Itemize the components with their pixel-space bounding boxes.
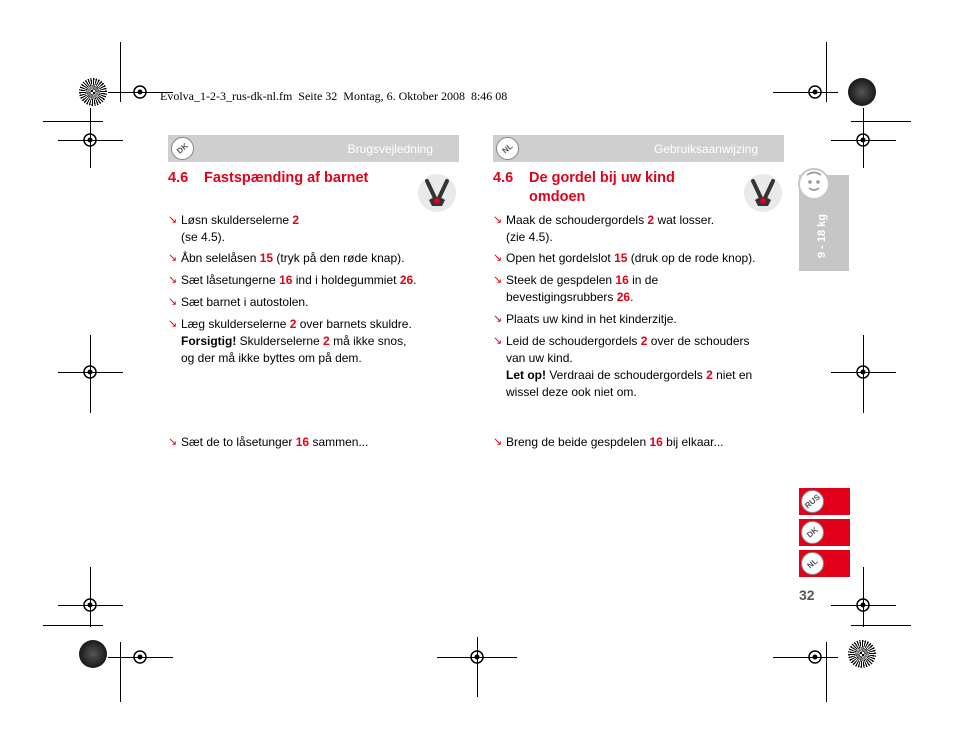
section-heading: Fastspænding af barnet — [204, 170, 369, 186]
registration-mark-icon — [852, 129, 874, 151]
instruction-item: ↘ Løsn skulderselerne 2 (se 4.5). — [168, 213, 300, 244]
crop-line — [43, 625, 103, 626]
grey-target-icon — [79, 640, 107, 668]
child-harness-icon — [744, 174, 782, 212]
registration-mark-icon — [129, 646, 151, 668]
tab-nl[interactable] — [799, 550, 850, 577]
language-header-bar — [493, 135, 784, 162]
registration-mark-icon — [804, 81, 826, 103]
crop-line — [120, 42, 121, 102]
header-title: Gebruiksaanwijzing — [653, 142, 758, 156]
instruction-item: ↘ Steek de gespdelen 16 in de bevestigingsrubbers 26. — [493, 273, 659, 304]
starburst-target-icon — [79, 78, 107, 106]
arrow-icon: ↘ — [493, 214, 503, 226]
starburst-target-icon — [848, 640, 876, 668]
arrow-icon: ↘ — [493, 252, 503, 264]
crop-line — [826, 642, 827, 702]
arrow-icon: ↘ — [168, 318, 178, 330]
registration-mark-icon — [79, 361, 101, 383]
arrow-icon: ↘ — [493, 335, 503, 347]
weight-range-label: 9 - 18 kg — [816, 213, 828, 258]
lang-badge: DK — [166, 132, 198, 164]
section-title — [493, 169, 675, 207]
arrow-icon: ↘ — [493, 313, 503, 325]
baby-face-icon — [797, 167, 831, 201]
warning-label: Let op! — [506, 368, 546, 382]
warning-label: Forsigtig! — [181, 334, 237, 348]
crop-line — [851, 625, 911, 626]
instruction-item: ↘ Læg skulderselerne 2 over barnets skuldre. Forsigtig! Skulderselerne 2 må ikke snos, og der må ikke byttes om på dem. — [168, 317, 412, 365]
arrow-icon: ↘ — [168, 274, 178, 286]
lang-badge: RUS — [796, 485, 828, 517]
section-heading: De gordel bij uw kind — [529, 170, 675, 186]
arrow-icon: ↘ — [168, 214, 178, 226]
section-number: 4.6 — [493, 170, 514, 186]
arrow-icon: ↘ — [493, 436, 503, 448]
crop-line — [120, 642, 121, 702]
arrow-icon: ↘ — [168, 436, 178, 448]
child-harness-icon — [418, 174, 456, 212]
instruction-item: ↘ Sæt låsetungerne 16 ind i holdegummiet 26. — [168, 273, 417, 287]
lang-badge: NL — [491, 132, 523, 164]
lang-badge: DK — [796, 516, 828, 548]
header-title: Brugsvejledning — [347, 142, 433, 156]
instruction-item: ↘ Åbn selelåsen 15 (tryk på den røde knap). — [168, 251, 405, 265]
instruction-item: ↘ Maak de schoudergordels 2 wat losser. (zie 4.5). — [493, 213, 715, 244]
file-header-text: Evolva_1-2-3_rus-dk-nl.fm Seite 32 Montag, 6. Oktober 2008 8:46 08 — [160, 89, 508, 103]
section-number: 4.6 — [168, 170, 189, 186]
instruction-item: ↘ Leid de schoudergordels 2 over de schouders van uw kind. Let op! Verdraai de schoudergordels 2 niet en wissel deze ook niet om. — [493, 334, 753, 399]
registration-mark-icon — [852, 361, 874, 383]
arrow-icon: ↘ — [168, 296, 178, 308]
section-heading-line2: omdoen — [529, 189, 586, 205]
arrow-icon: ↘ — [168, 252, 178, 264]
page-number: 32 — [799, 587, 815, 603]
grey-target-icon — [848, 78, 876, 106]
instruction-item: ↘ Open het gordelslot 15 (druk op de rode knop). — [493, 251, 756, 265]
tab-rus[interactable] — [799, 488, 850, 515]
crop-line — [43, 121, 103, 122]
instruction-item: ↘ Sæt barnet i autostolen. — [168, 295, 309, 309]
crop-line — [826, 42, 827, 102]
registration-mark-icon — [79, 594, 101, 616]
registration-mark-icon — [129, 81, 151, 103]
registration-mark-icon — [466, 646, 488, 668]
instruction-item: ↘ Sæt de to låsetunger 16 sammen... — [168, 435, 369, 449]
registration-mark-icon — [852, 594, 874, 616]
language-header-bar — [168, 135, 459, 162]
crop-line — [851, 121, 911, 122]
instruction-item: ↘ Plaats uw kind in het kinderzitje. — [493, 312, 677, 326]
section-title — [168, 169, 368, 188]
instruction-item: ↘ Breng de beide gespdelen 16 bij elkaar... — [493, 435, 724, 449]
registration-mark-icon — [804, 646, 826, 668]
lang-badge: NL — [796, 547, 828, 579]
tab-dk[interactable] — [799, 519, 850, 546]
arrow-icon: ↘ — [493, 274, 503, 286]
registration-mark-icon — [79, 129, 101, 151]
